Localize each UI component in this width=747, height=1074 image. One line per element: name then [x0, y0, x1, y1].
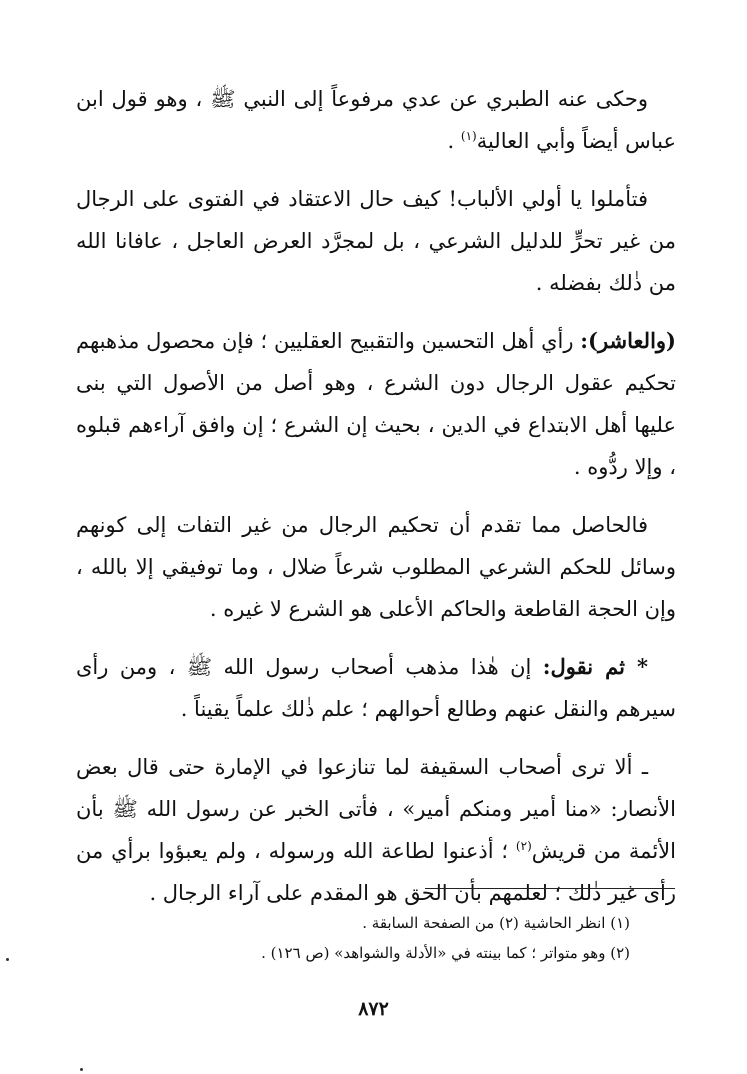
paragraph-5-lead: * ثم نقول: — [542, 654, 648, 679]
paragraph-3-lead: (والعاشر): — [580, 328, 676, 353]
paragraph-6-tail: ؛ أذعنوا لطاعة الله ورسوله ، ولم يعبؤوا برأي من رأى غير ذٰلك ؛ لعلمهم بأن الحق هو المقدم على آراء الرجال . — [76, 839, 676, 905]
footnote-2: (٢) وهو متواتر ؛ كما بينته في «الأدلة والشواهد» (ص ١٢٦) . — [261, 944, 630, 962]
paragraph-6-text: ـ ألا ترى أصحاب السقيفة لما تنازعوا في الإمارة حتى قال بعض الأنصار: «منا أمير ومنكم أمير» ، فأتى الخبر عن رسول الله ﷺ بأن الأئمة من قريش — [76, 755, 676, 863]
paragraph-1-tail: . — [447, 129, 461, 153]
paragraph-5-text: إن هٰذا مذهب أصحاب رسول الله ﷺ ، ومن رأى سيرهم والنقل عنهم وطالع أحوالهم ؛ علم ذٰلك علماً يقيناً . — [76, 655, 676, 721]
paragraph-4-text: فالحاصل مما تقدم أن تحكيم الرجال من غير التفات إلى كونهم وسائل للحكم الشرعي المطلوب شرعاً ضلال ، وما توفيقي إلا بالله ، وإن الحجة القاطعة والحاكم الأعلى هو الشرع لا غيره . — [76, 513, 676, 621]
footnotes — [120, 908, 630, 968]
footnote-1: (١) انظر الحاشية (٢) من الصفحة السابقة . — [362, 914, 630, 932]
main-text — [76, 78, 676, 930]
paragraph-4 — [76, 504, 676, 630]
paragraph-5 — [76, 646, 676, 730]
footnote-ref-2: (٢) — [515, 839, 532, 853]
footnote-divider — [425, 888, 675, 889]
footnote-ref-1: (١) — [460, 129, 477, 143]
paragraph-3-text: رأي أهل التحسين والتقبيح العقليين ؛ فإن محصول مذهبهم تحكيم عقول الرجال دون الشرع ، وهو أصل من الأصول التي بنى عليها أهل الابتداع في الدين ، بحيث إن الشرع ؛ إن وافق آراءهم قبلوه ، وإلا ردُّوه . — [76, 329, 676, 479]
scan-speck — [6, 958, 9, 961]
page-number: ٨٧٢ — [358, 998, 389, 1020]
paragraph-2-text: فتأملوا يا أولي الألباب! كيف حال الاعتقاد في الفتوى على الرجال من غير تحرٍّ للدليل الشرعي ، بل لمجرَّد العرض العاجل ، عافانا الله من ذٰلك بفضله . — [76, 187, 676, 295]
paragraph-3 — [76, 320, 676, 488]
paragraph-1 — [76, 78, 676, 162]
scan-speck — [80, 1068, 83, 1071]
paragraph-1-text: وحكى عنه الطبري عن عدي مرفوعاً إلى النبي ﷺ ، وهو قول ابن عباس أيضاً وأبي العالية — [76, 87, 676, 153]
paragraph-2 — [76, 178, 676, 304]
